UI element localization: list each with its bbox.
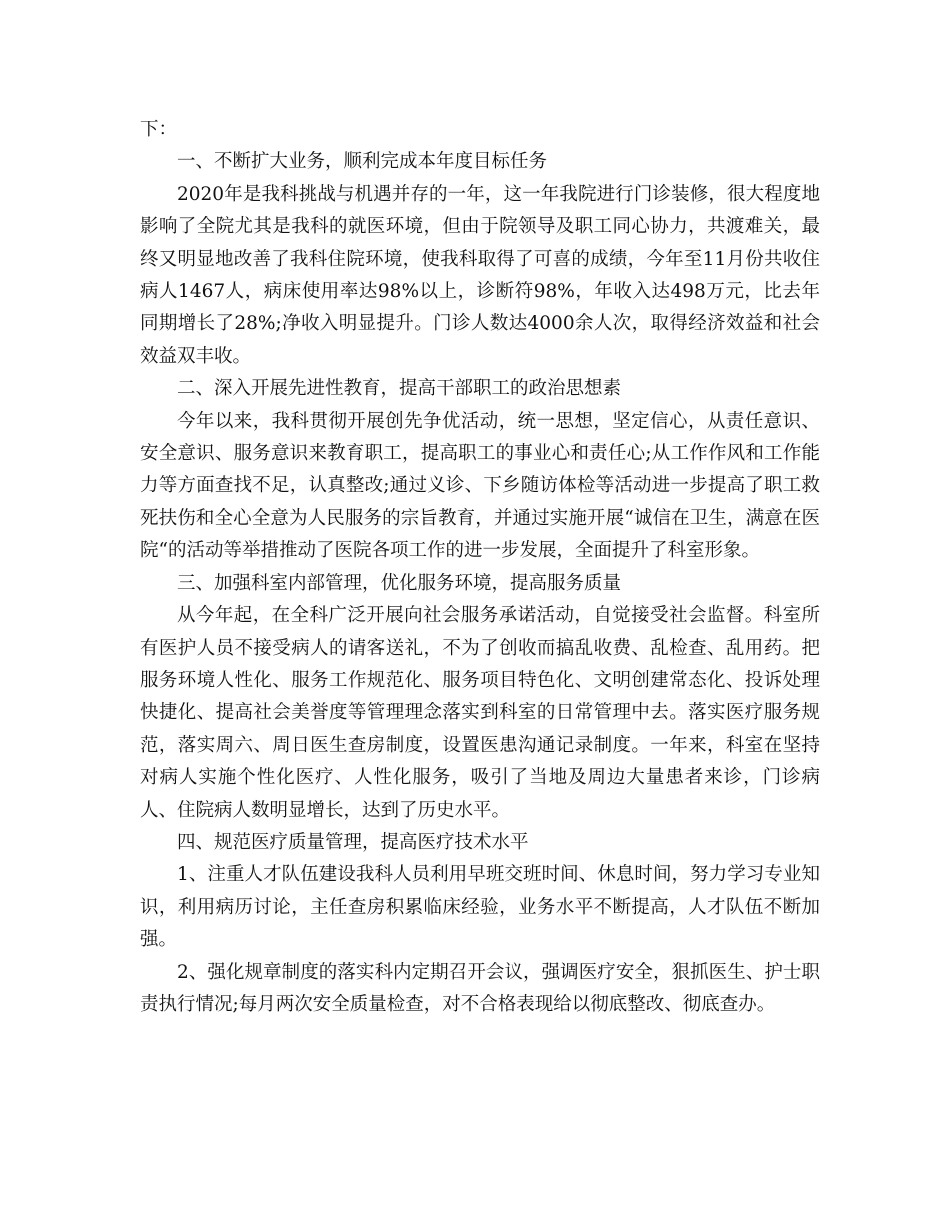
- paragraph-management: 从今年起，在全科广泛开展向社会服务承诺活动，自觉接受社会监督。科室所有医护人员不接受病人的请客送礼，不为了创收而搞乱收费、乱检查、乱用药。把服务环境人性化、服务工作规范化、服务项目特色化、文明创建常态化、投诉处理快捷化、提高社会美誉度等管理理念落实到科室的日常管理中去。落实医疗服务规范，落实周六、周日医生查房制度，设置医患沟通记录制度。一年来，科室在坚持对病人实施个性化医疗、人性化服务，吸引了当地及周边大量患者来诊，门诊病人、住院病人数明显增长，达到了历史水平。: [140, 605, 820, 821]
- section-heading-1: 一、不断扩大业务，顺利完成本年度目标任务: [177, 151, 548, 173]
- paragraph-education: 今年以来，我科贯彻开展创先争优活动，统一思想，坚定信心，从责任意识、安全意识、服务意识来教育职工，提高职工的事业心和责任心;从工作作风和工作能力等方面查找不足，认真整改;通过义诊、下乡随访体检等活动进一步提高了职工救死扶伤和全心全意为人民服务的宗旨教育，并通过实施开展“诚信在卫生，满意在医院“的活动等举措推动了医院各项工作的进一步发展，全面提升了科室形象。: [140, 410, 820, 562]
- paragraph-talent: 1、注重人才队伍建设我科人员利用早班交班时间、休息时间，努力学习专业知识，利用病历讨论，主任查房积累临床经验，业务水平不断提高，人才队伍不断加强。: [140, 864, 820, 951]
- document-body: [140, 114, 820, 1021]
- section-heading-4: 四、规范医疗质量管理，提高医疗技术水平: [177, 831, 529, 853]
- paragraph-regulations: 2、强化规章制度的落实科内定期召开会议，强调医疗安全，狠抓医生、护士职责执行情况;每月两次安全质量检查，对不合格表现给以彻底整改、彻底查办。: [140, 961, 820, 1015]
- paragraph-business-results: 2020年是我科挑战与机遇并存的一年，这一年我院进行门诊装修，很大程度地影响了全院尤其是我科的就医环境，但由于院领导及职工同心协力，共渡难关，最终又明显地改善了我科住院环境，使我科取得了可喜的成绩，今年至11月份共收住病人1467人，病床使用率达98%以上，诊断符98%，年收入达498万元，比去年同期增长了28%;净收入明显提升。门诊人数达4000余人次，取得经济效益和社会效益双丰收。: [140, 183, 820, 367]
- section-heading-3: 三、加强科室内部管理，优化服务环境，提高服务质量: [177, 572, 622, 594]
- section-heading-2: 二、深入开展先进性教育，提高干部职工的政治思想素: [177, 378, 622, 400]
- paragraph-continuation: 下：: [140, 119, 178, 140]
